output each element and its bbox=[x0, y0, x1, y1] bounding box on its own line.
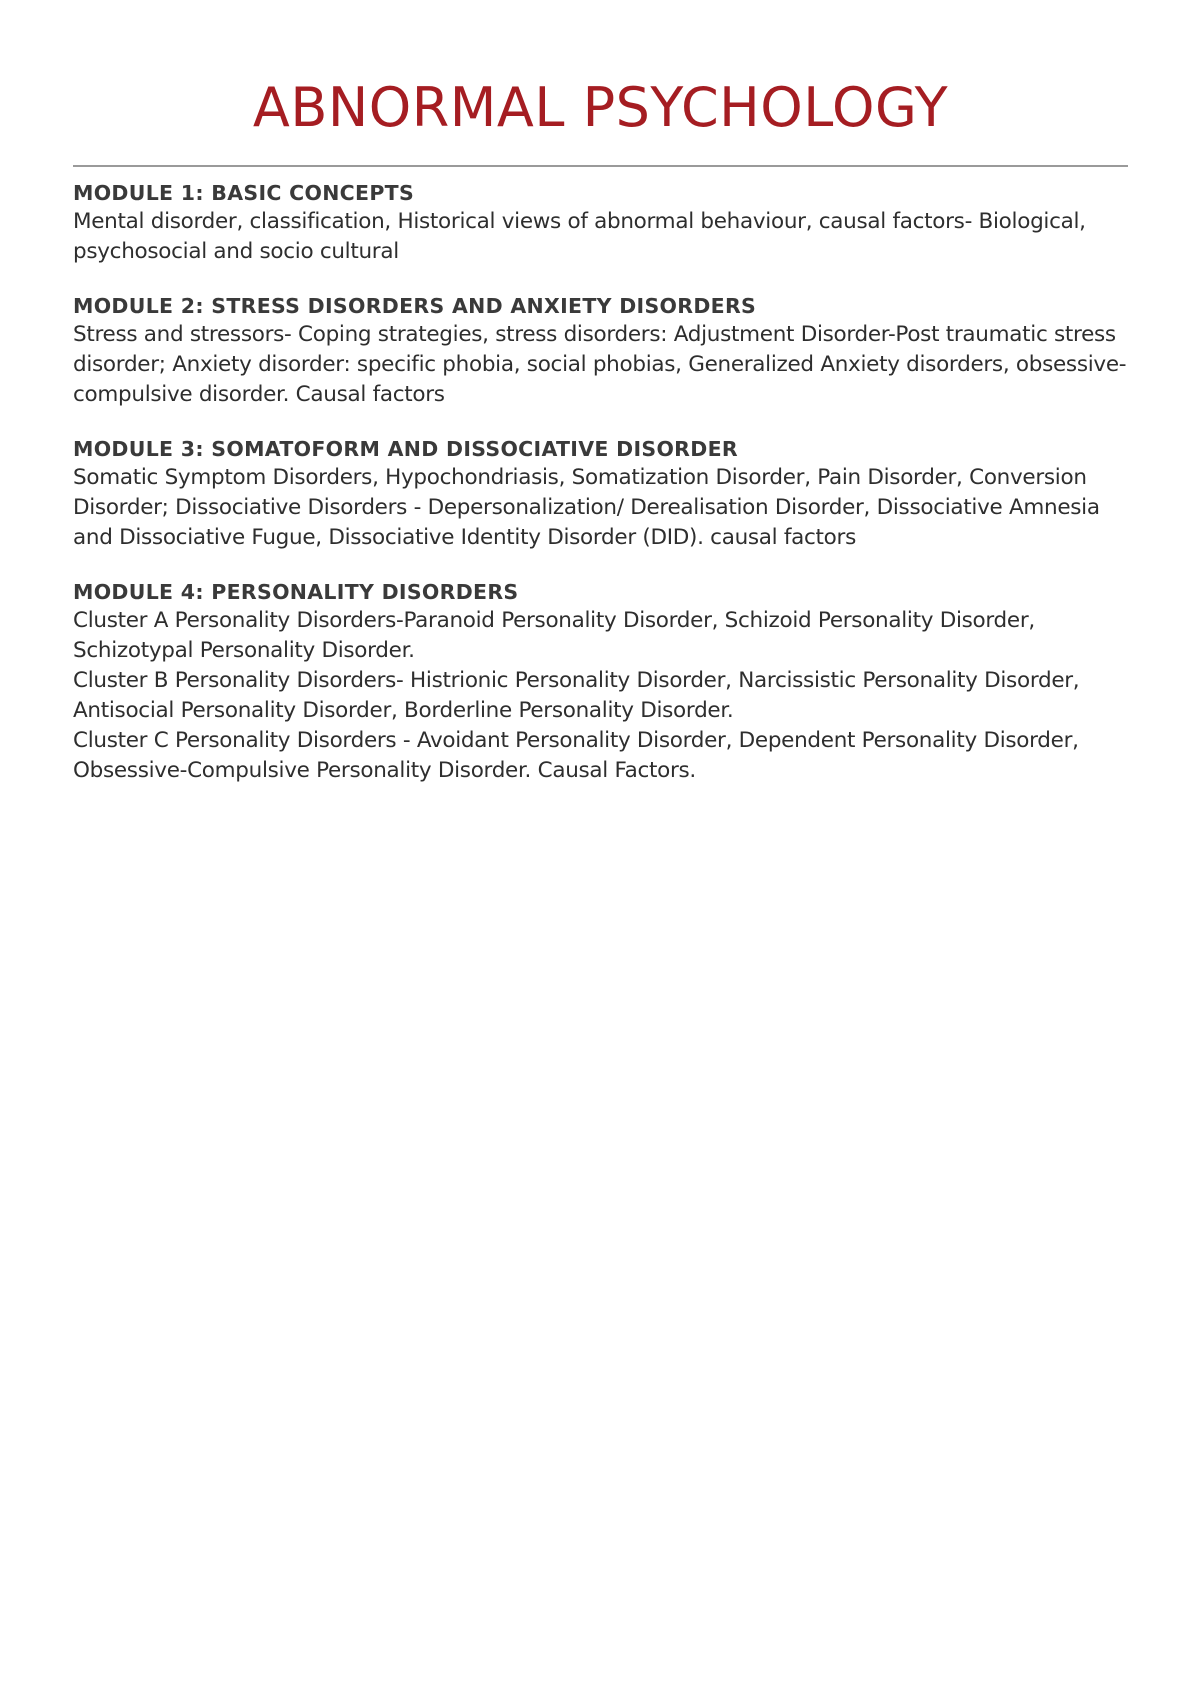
module-heading: MODULE 2: STRESS DISORDERS AND ANXIETY DISORDERS bbox=[73, 294, 757, 318]
module-description: Stress and stressors- Coping strategies, stress disorders: Adjustment Disorder-Post traumatic stress disorder; Anxiety disorder: specific phobia, social phobias, Generalized Anxiety disorders, obsessive-compulsive disorder. Causal factors bbox=[73, 322, 1127, 407]
module-4 bbox=[73, 578, 1128, 786]
module-heading: MODULE 3: SOMATOFORM AND DISSOCIATIVE DISORDER bbox=[73, 437, 738, 461]
module-description: Somatic Symptom Disorders, Hypochondriasis, Somatization Disorder, Pain Disorder, Conversion Disorder; Dissociative Disorders - Depersonalization/ Derealisation Disorder, Dissociative Amnesia and Dissociative Fugue, Dissociative Identity Disorder (DID). causal factors bbox=[73, 465, 1100, 550]
title-divider bbox=[73, 165, 1128, 167]
page-title: ABNORMAL PSYCHOLOGY bbox=[252, 76, 949, 139]
module-description-cluster-b: Cluster B Personality Disorders- Histrionic Personality Disorder, Narcissistic Personality Disorder, Antisocial Personality Disorder, Borderline Personality Disorder. bbox=[73, 668, 1080, 723]
module-1 bbox=[73, 179, 1128, 267]
module-description-cluster-a: Cluster A Personality Disorders-Paranoid Personality Disorder, Schizoid Personality Disorder, Schizotypal Personality Disorder. bbox=[73, 608, 1035, 663]
module-description: Mental disorder, classification, Historical views of abnormal behaviour, causal factors- Biological, psychosocial and socio cultural bbox=[73, 209, 1086, 264]
module-heading: MODULE 4: PERSONALITY DISORDERS bbox=[73, 580, 519, 604]
module-description-cluster-c: Cluster C Personality Disorders - Avoidant Personality Disorder, Dependent Personality Disorder, Obsessive-Compulsive Personality Disorder. Causal Factors. bbox=[73, 728, 1079, 783]
module-2 bbox=[73, 292, 1128, 410]
module-3 bbox=[73, 435, 1128, 553]
module-heading: MODULE 1: BASIC CONCEPTS bbox=[73, 181, 415, 205]
